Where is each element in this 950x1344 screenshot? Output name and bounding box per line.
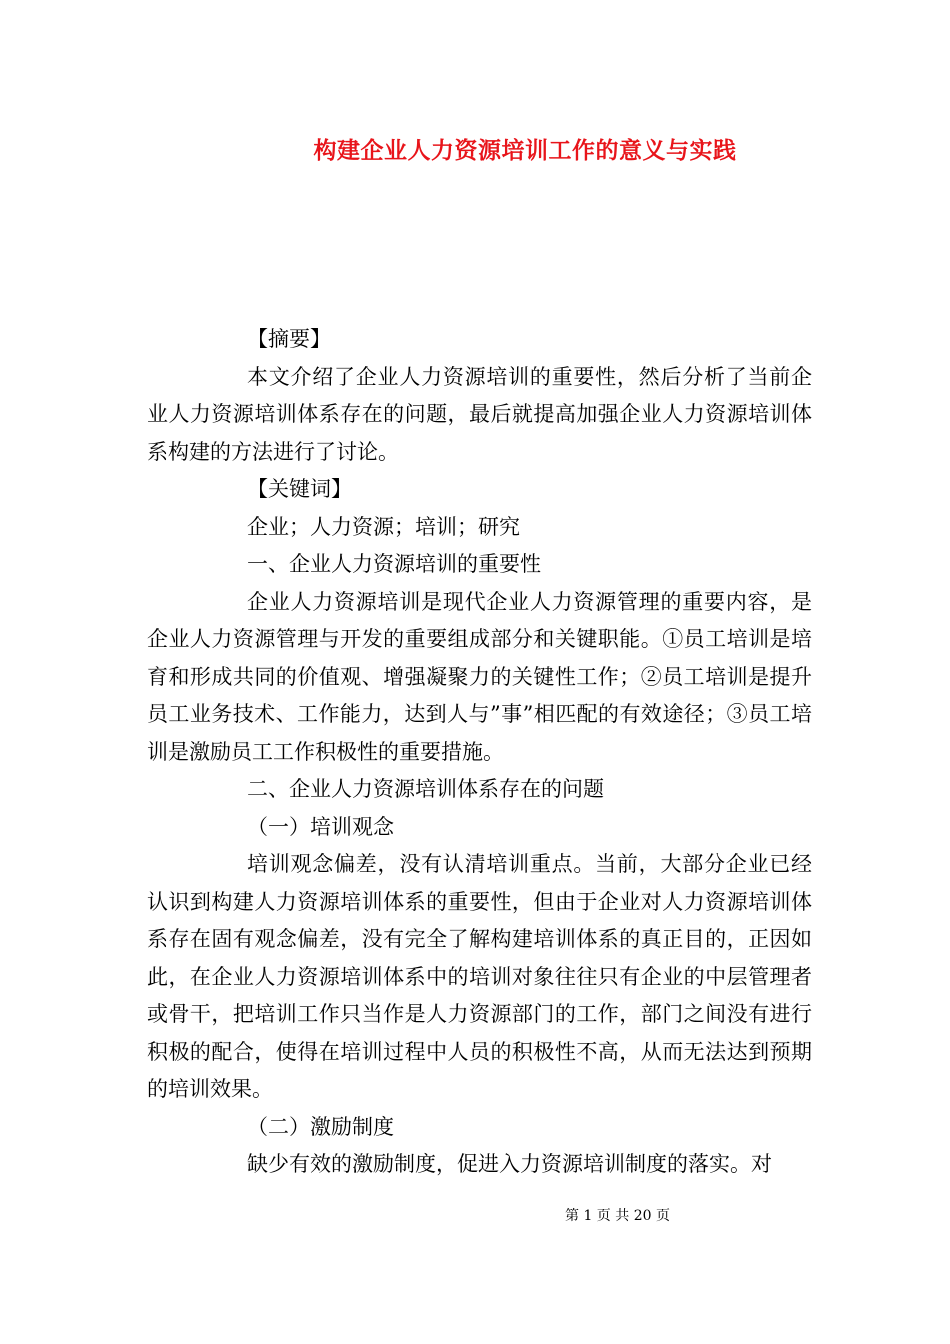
section-1-heading: 一、企业人力资源培训的重要性	[247, 552, 541, 576]
abstract-heading: 【摘要】	[247, 327, 331, 351]
subsection-2-heading: （二）激励制度	[247, 1114, 394, 1139]
section-2-heading: 二、企业人力资源培训体系存在的问题	[247, 777, 604, 801]
keywords-heading: 【关键词】	[247, 477, 352, 501]
abstract-text: 本文介绍了企业人力资源培训的重要性，然后分析了当前企业人力资源培训体系存在的问题，最后就提高加强企业人力资源培训体系构建的方法进行了讨论。	[147, 364, 812, 464]
document-body	[147, 321, 812, 1184]
section-1-paragraph: 企业人力资源培训是现代企业人力资源管理的重要内容，是企业人力资源管理与开发的重要组成部分和关键职能。①员工培训是培育和形成共同的价值观、增强凝聚力的关键性工作；②员工培训是提升员工业务技术、工作能力，达到人与”事”相匹配的有效途径；③员工培训是激励员工工作积极性的重要措施。	[147, 589, 812, 764]
keywords-text: 企业；人力资源；培训；研究	[247, 514, 520, 539]
document-title: 构建企业人力资源培训工作的意义与实践	[313, 137, 737, 164]
subsection-1-paragraph: 培训观念偏差，没有认清培训重点。当前，大部分企业已经认识到构建人力资源培训体系的重要性，但由于企业对人力资源培训体系存在固有观念偏差，没有完全了解构建培训体系的真正目的，正因如此，在企业人力资源培训体系中的培训对象往往只有企业的中层管理者或骨干，把培训工作只当作是人力资源部门的工作，部门之间没有进行积极的配合，使得在培训过程中人员的积极性不高，从而无法达到预期的培训效果。	[147, 852, 812, 1101]
subsection-2-paragraph: 缺少有效的激励制度，促进入力资源培训制度的落实。对	[247, 1152, 772, 1176]
page-number-footer: 第 1 页 共 20 页	[565, 1208, 670, 1224]
subsection-1-heading: （一）培训观念	[247, 814, 394, 839]
